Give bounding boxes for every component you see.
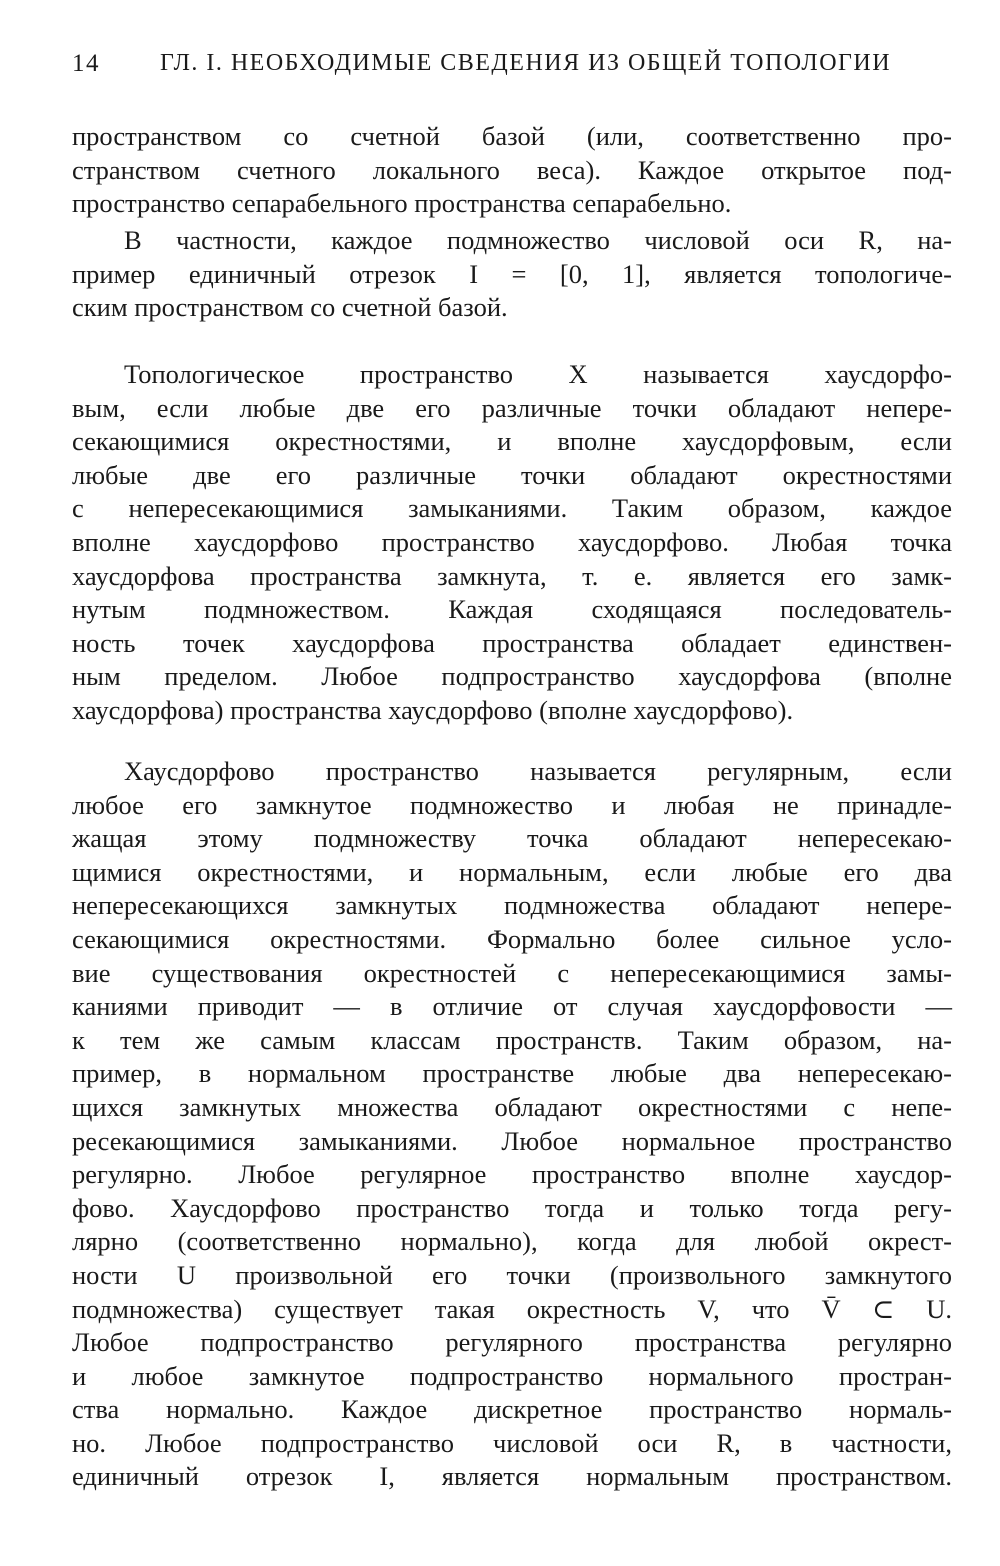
text-line: каниями приводит — в отличие от случая хаусдорфовости — (72, 991, 952, 1022)
text-line: странством счетного локального веса). Каждое открытое под- (72, 154, 952, 185)
text-line: ности U произвольной его точки (произвольного замкнутого (72, 1259, 952, 1290)
text-line: ским пространством со счетной базой. (72, 292, 508, 323)
text-line: хаусдорфова) пространства хаусдорфово (вполне хаусдорфово). (72, 694, 794, 725)
text-line: вполне хаусдорфово пространство хаусдорфово. Любая точка (72, 526, 952, 557)
text-line: регулярно. Любое регулярное пространство вполне хаусдор- (72, 1159, 952, 1190)
text-line: вым, если любые две его различные точки обладают непере- (72, 392, 952, 423)
paragraph-1 (72, 120, 952, 221)
text-line: любое его замкнутое подмножество и любая не принадле- (72, 789, 952, 820)
text-line: хаусдорфова пространства замкнута, т. е. является его замк- (72, 560, 952, 591)
page-number: 14 (72, 50, 100, 77)
text-line: с непересекающимися замыканиями. Таким образом, каждое (72, 493, 952, 524)
text-line: лярно (соответственно нормально), когда для любой окрест- (72, 1226, 952, 1257)
text-line: пространством со счетной базой (или, соответственно про- (72, 121, 952, 151)
text-line: пример единичный отрезок I = [0, 1], является топологиче- (72, 258, 952, 289)
paragraph-3 (72, 358, 952, 728)
text-line: секающимися окрестностями. Формально более сильное усло- (72, 923, 952, 954)
text-line: жащая этому подмножеству точка обладают непересекаю- (72, 823, 952, 854)
text-line: пространство сепарабельного пространства сепарабельно. (72, 188, 732, 219)
text-line: вие существования окрестностей с непересекающимися замы- (72, 957, 952, 988)
page-header (72, 50, 952, 86)
text-line: но. Любое подпространство числовой оси R, в частности, (72, 1427, 952, 1458)
text-line: фово. Хаусдорфово пространство тогда и только тогда регу- (72, 1192, 952, 1223)
text-line: к тем же самым классам пространств. Таким образом, на- (72, 1024, 952, 1055)
text-line: и любое замкнутое подпространство нормального простран- (72, 1360, 952, 1391)
text-line: любые две его различные точки обладают окрестностями (72, 459, 952, 490)
text-line: нутым подмножеством. Каждая сходящаяся последователь- (72, 594, 952, 625)
text-line: В частности, каждое подмножество числовой оси R, на- (124, 225, 952, 255)
text-line: ресекающимися замыканиями. Любое нормальное пространство (72, 1125, 952, 1156)
text-line: ность точек хаусдорфова пространства обладает единствен- (72, 627, 952, 658)
paragraph-2 (72, 224, 952, 325)
text-line: Топологическое пространство X называется хаусдорфо- (124, 359, 952, 389)
text-line: единичный отрезок I, является нормальным пространством. (72, 1461, 952, 1492)
text-line: ным пределом. Любое подпространство хаусдорфова (вполне (72, 661, 952, 692)
text-line: Хаусдорфово пространство называется регулярным, если (124, 756, 952, 786)
text-line: ства нормально. Каждое дискретное пространство нормаль- (72, 1394, 952, 1425)
text-line: секающимися окрестностями, и вполне хаусдорфовым, если (72, 426, 952, 457)
text-line: щимися окрестностями, и нормальным, если любые его два (72, 856, 952, 887)
text-line: непересекающихся замкнутых подмножества обладают непере- (72, 890, 952, 921)
text-line: подмножества) существует такая окрестность V, что V̄ ⊂ U. (72, 1293, 952, 1324)
text-line: пример, в нормальном пространстве любые два непересекаю- (72, 1058, 952, 1089)
text-line: щихся замкнутых множества обладают окрестностями с непе- (72, 1091, 952, 1122)
paragraph-4 (72, 755, 952, 1494)
running-head: ГЛ. I. НЕОБХОДИМЫЕ СВЕДЕНИЯ ИЗ ОБЩЕЙ ТОПОЛОГИИ (160, 50, 892, 76)
text-line: Любое подпространство регулярного пространства регулярно (72, 1327, 952, 1358)
